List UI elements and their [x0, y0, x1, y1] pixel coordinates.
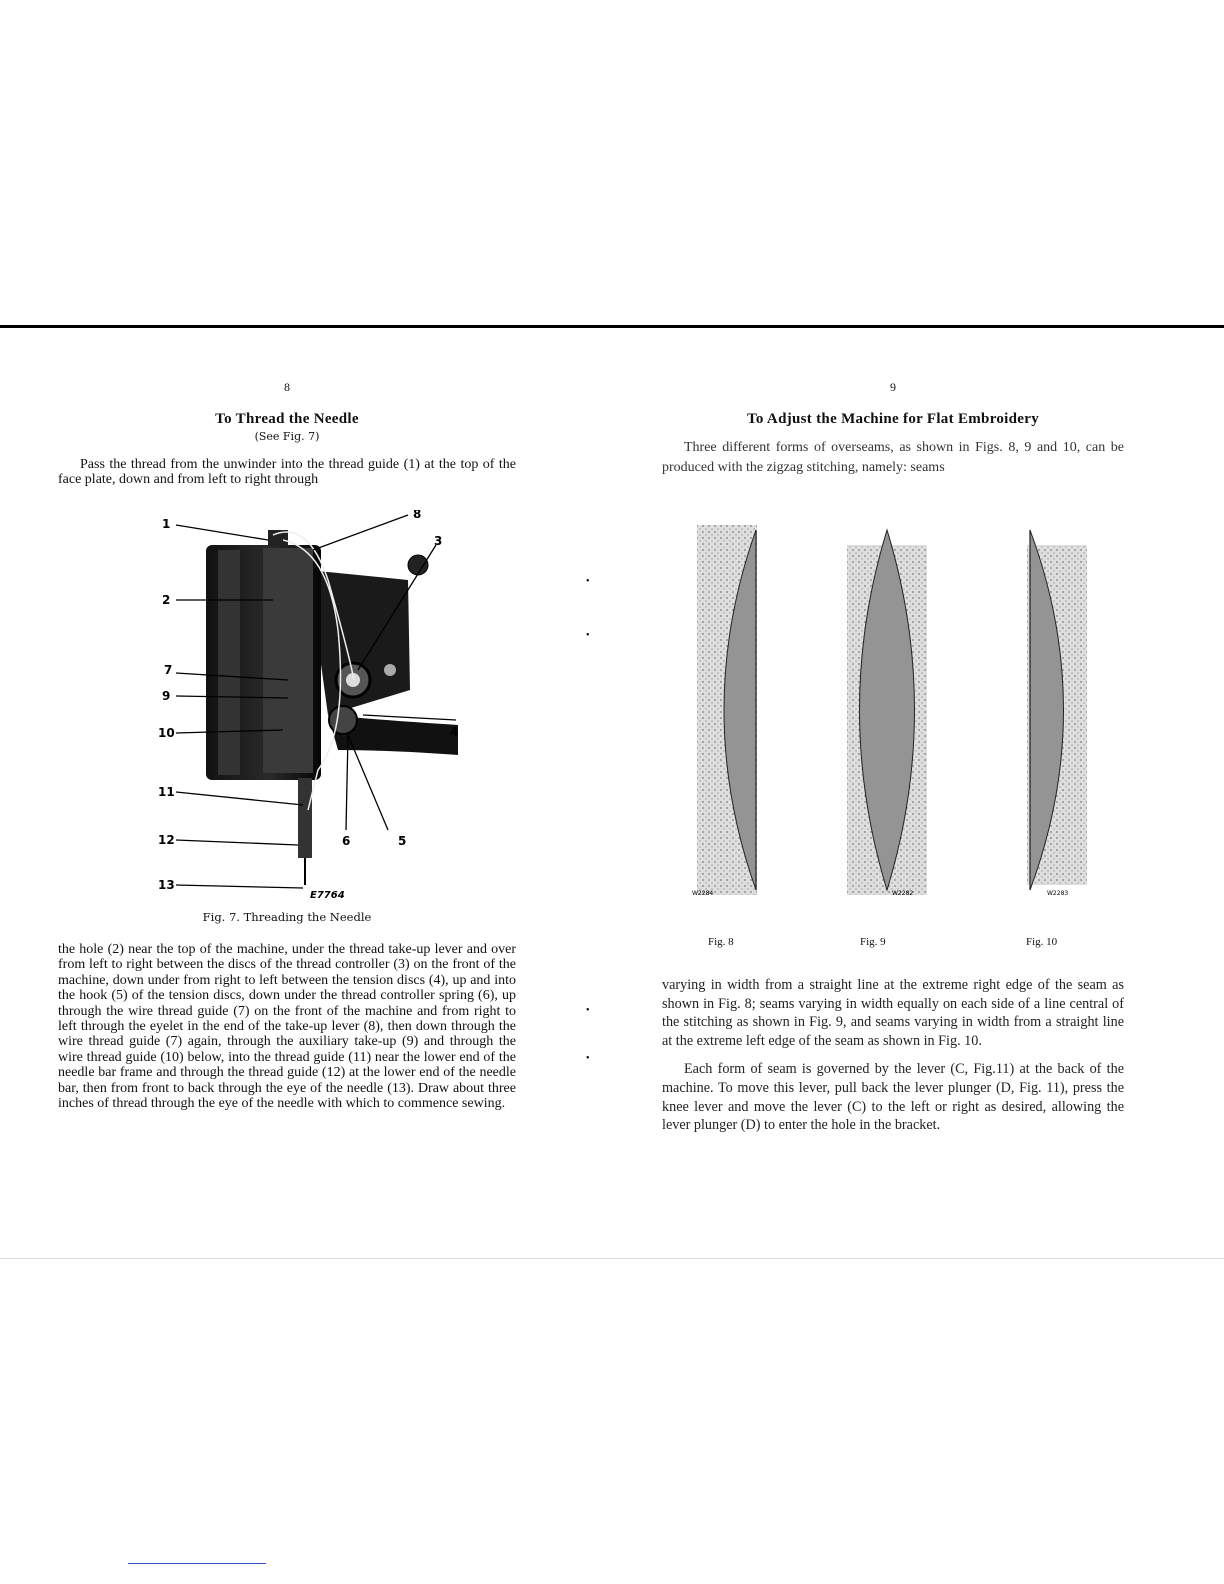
figure-7-machine-illustration: [158, 510, 458, 900]
binding-mark: •: [586, 1005, 590, 1016]
fig-9-label: Fig. 9: [860, 936, 886, 948]
figure-7-caption: Fig. 7. Threading the Needle: [202, 910, 372, 924]
right-page-title: To Adjust the Machine for Flat Embroidery: [746, 411, 1040, 427]
left-page-title: To Thread the Needle: [215, 411, 359, 427]
callout-5: 5: [398, 834, 407, 848]
right-paragraph-2: Each form of seam is governed by the lever (C, Fig.11) at the back of the machine. To move this lever, pull back the lever plunger (D, Fig. 11), press the knee lever and move the lever (C) to the left or right as desired, allowing the lever plunger (D) to enter the hole in the bracket.: [662, 1061, 1124, 1134]
fig-8-seam: [692, 525, 757, 897]
left-page: [58, 380, 516, 1112]
callout-6: 6: [342, 834, 351, 848]
right-page: [662, 380, 1124, 1134]
callout-13: 13: [158, 878, 175, 892]
callout-3: 3: [434, 534, 443, 548]
fig-9-stamp: W2282: [892, 890, 914, 897]
callout-2: 2: [162, 593, 171, 607]
blue-underline-mark: [128, 1563, 266, 1564]
left-intro-paragraph: Pass the thread from the unwinder into the thread guide (1) at the top of the face plate, down and from left to right through: [58, 457, 516, 488]
fig-8-label: Fig. 8: [708, 936, 734, 948]
left-continuation-paragraph: the hole (2) near the top of the machine, under the thread take-up lever and over from left to right between the discs of the thread controller (3) on the front of the machine, down under from right to left between the tension discs (4), up and into the hook (5) of the tension discs, down under the thread controller spring (6), up through the wire thread guide (7) on the front of the machine and from right to left through the eyelet in the end of the take-up lever (8), then down through the wire thread guide (7) again, through the auxiliary take-up (9) and through the wire thread guide (10) below, into the thread guide (11) near the lower end of the needle bar frame and through the thread guide (12) at the lower end of the needle bar, then from front to back through the eye of the needle (13). Draw about three inches of thread through the eye of the needle with which to commence sewing.: [58, 942, 516, 1112]
callout-12: 12: [158, 833, 175, 847]
binding-mark: •: [586, 630, 590, 641]
page-number-left: 8: [284, 380, 290, 394]
seam-figures: [672, 525, 1122, 900]
binding-mark: •: [586, 576, 590, 587]
callout-4: 4: [450, 725, 458, 739]
fig-8-stamp: W2284: [692, 890, 714, 897]
callout-1: 1: [162, 517, 171, 531]
callout-10: 10: [158, 726, 175, 740]
right-paragraph-1: varying in width from a straight line at the extreme right edge of the seam as shown in Fig. 8; seams varying in width equally on each side of a line central of the stitching as shown in Fig. 9, and seams varying in width from a straight line at the extreme left edge of the seam as shown in Fig. 10.: [662, 977, 1124, 1049]
page-bottom-rule: [0, 1258, 1224, 1259]
binding-mark: •: [586, 1053, 590, 1064]
page-number-right: 9: [890, 380, 896, 394]
fig-10-seam: [1027, 530, 1087, 897]
fig-10-stamp: W2283: [1047, 890, 1069, 897]
figure-7-stamp: E7764: [310, 890, 345, 900]
callout-8: 8: [413, 510, 422, 521]
left-page-subtitle: (See Fig. 7): [254, 430, 320, 443]
fig-9-seam: [847, 530, 927, 897]
callout-11: 11: [158, 785, 175, 799]
callout-7: 7: [164, 663, 173, 677]
fig-10-label: Fig. 10: [1026, 936, 1058, 948]
callout-9: 9: [162, 689, 171, 703]
page-top-rule: [0, 325, 1224, 328]
right-intro-paragraph: Three different forms of overseams, as shown in Figs. 8, 9 and 10, can be produced with the zigzag stitching, namely: seams: [662, 440, 1124, 475]
